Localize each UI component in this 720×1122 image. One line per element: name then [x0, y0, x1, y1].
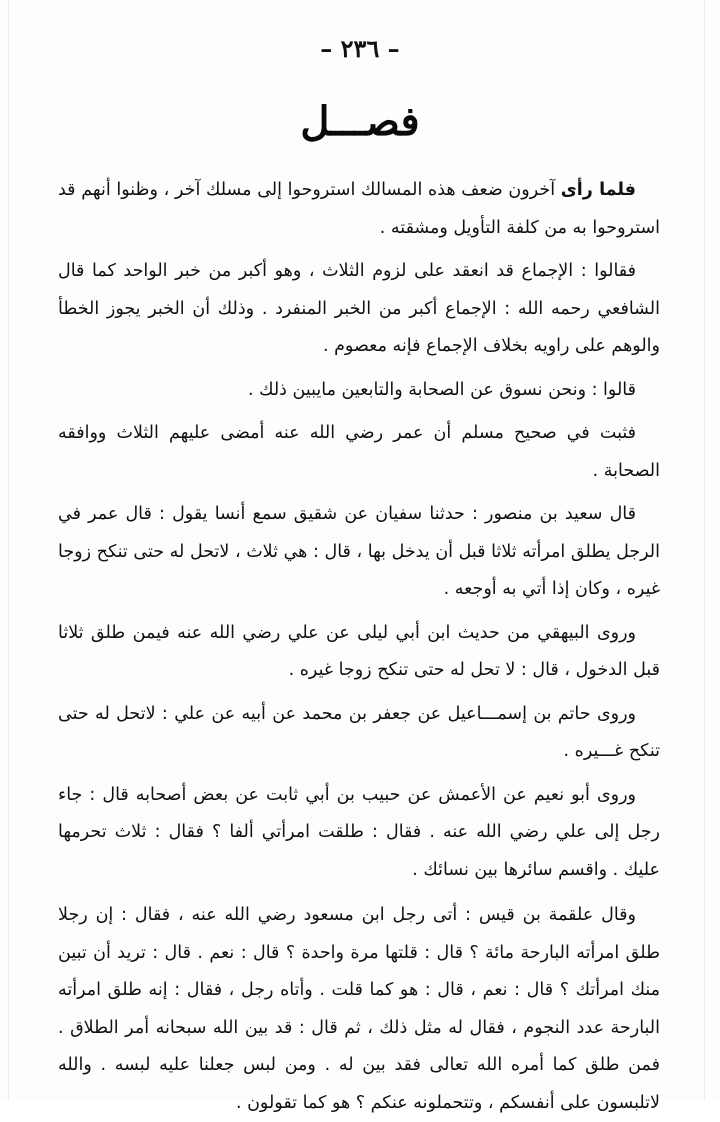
- paragraph-8: [58, 777, 660, 890]
- paragraph-text: فقالوا : الإجماع قد انعقد على لزوم الثلاث ، وهو أكبر من خبر الواحد كما قال الشافعي رحمه الله : الإجماع أكبر من الخبر المنفرد . وذلك أن الخبر يجوز الخطأ والوهم على راويه بخلاف الإجماع فإنه معصوم .: [58, 261, 660, 356]
- chapter-title: فصـــل: [300, 98, 420, 145]
- paragraph-5: [58, 496, 660, 609]
- paragraph-7: [58, 696, 660, 771]
- scan-edge-line: [704, 0, 705, 1100]
- paragraph-6: [58, 615, 660, 690]
- paragraph-2: [58, 253, 660, 366]
- paragraph-text: وروى حاتم بن إسمـــاعيل عن جعفر بن محمد عن أبيه عن علي : لاتحل له حتى تنكح غـــيره .: [58, 703, 660, 761]
- scan-edge-line: [8, 0, 9, 1100]
- paragraph-text: وروى أبو نعيم عن الأعمش عن حبيب بن أبي ثابت عن بعض أصحابه قال : جاء رجل إلى علي رضي الله عنه . فقال : طلقت امرأتي ألفا ؟ فقال : ثلاث تحرمها عليك . واقسم سائرها بين نسائك .: [58, 784, 660, 880]
- paragraph-4: [58, 415, 660, 490]
- paragraph-text: آخرون ضعف هذه المسالك استروحوا إلى مسلك آخر ، وظنوا أنهم قد استروحوا به من كلفة التأويل ومشقته .: [58, 180, 660, 238]
- paragraph-text: قال سعيد بن منصور : حدثنا سفيان عن شقيق سمع أنسا يقول : قال عمر في الرجل يطلق امرأته ثلاثا قبل أن يدخل بها ، قال : هي ثلاث ، لاتحل له حتى تنكح زوجا غيره ، وكان إذا أتي به أوجعه .: [58, 504, 660, 599]
- paragraph-text: فثبت في صحيح مسلم أن عمر رضي الله عنه أمضى عليهم الثلاث ووافقه الصحابة .: [58, 423, 660, 481]
- page-number: – ٢٣٦ –: [320, 34, 400, 63]
- paragraph-text: وقال علقمة بن قيس : أتى رجل ابن مسعود رضي الله عنه ، فقال : إن رجلا طلق امرأته البارحة مائة ؟ قال : قلتها مرة واحدة ؟ قال : نعم . قال : تريد أن تبين منك امرأتك ؟ قال : نعم ، قال : هو كما قلت . وأتاه رجل ، فقال : إنه طلق امرأته البارحة عدد النجوم ، فقال له مثل ذلك ، ثم قال : قد بين الله سبحانه أمر الطلاق . فمن طلق كما أمره الله تعالى فقد بين له . ومن لبس جعلنا عليه لبسه . والله لاتلبسون على أنفسكم ، وتتحملونه عنكم ؟ هو كما تقولون .: [58, 905, 660, 1113]
- paragraph-3: [58, 372, 660, 410]
- body-text: [58, 172, 660, 1113]
- paragraph-lead: فلما رأى: [560, 180, 636, 200]
- paragraph-text: قالوا : ونحن نسوق عن الصحابة والتابعين مايبين ذلك .: [247, 379, 636, 400]
- paragraph-1: [58, 172, 660, 247]
- paragraph-text: وروى البيهقي من حديث ابن أبي ليلى عن علي رضي الله عنه فيمن طلق ثلاثا قبل الدخول ، قال : لا تحل له حتى تنكح زوجا غيره .: [58, 622, 660, 680]
- paragraph-9: [58, 897, 660, 1122]
